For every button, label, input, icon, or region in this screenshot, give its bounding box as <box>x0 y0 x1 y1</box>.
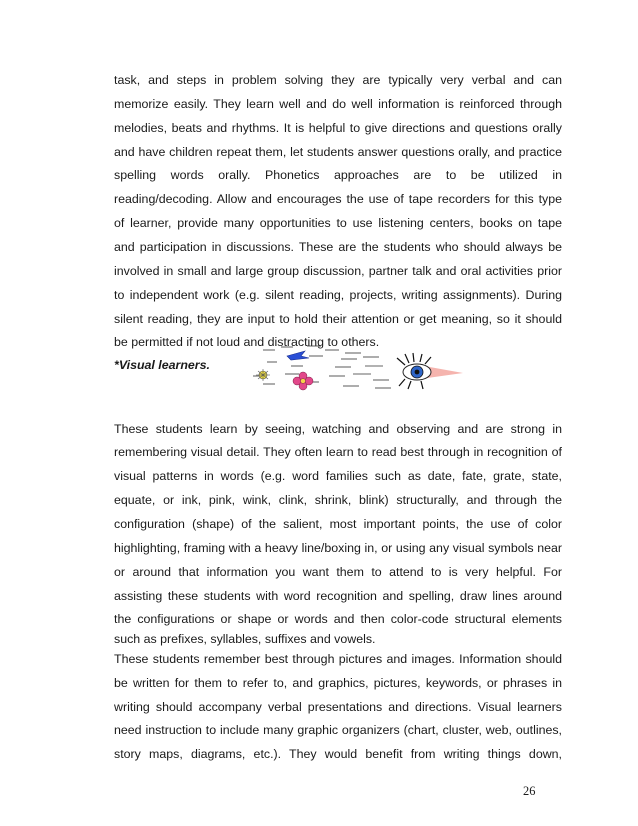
paragraph-1-line-1: task, and steps in problem solving they are typically very verbal and can <box>114 73 562 87</box>
paragraph-1-line-8: and participation in discussions. These are the students who should always be <box>114 240 562 254</box>
paragraph-2-line-1: These students learn by seeing, watching and observing and are strong in <box>114 422 562 436</box>
paragraph-3-line-2: be written for them to refer to, and graphics, pictures, keywords, or phrases in <box>114 676 562 690</box>
paragraph-1-line-3: melodies, beats and rhythms. It is helpful to give directions and questions orally <box>114 121 562 135</box>
paragraph-2-line-2: remembering visual detail. They often learn to read best through in recognition of <box>114 445 562 459</box>
eye-with-flying-shapes-clipart <box>245 336 465 398</box>
paragraph-2-line-6: highlighting, framing with a heavy line/boxing in, or using any visual symbols near <box>114 541 562 555</box>
paragraph-1-line-7: of learner, provide many opportunities to use listening centers, books on tape <box>114 216 562 230</box>
paragraph-1-line-5: spelling words orally. Phonetics approaches are to be utilized in <box>114 168 562 182</box>
paragraph-1-line-2: memorize easily. They learn well and do well information is reinforced through <box>114 97 562 111</box>
paragraph-2-line-9: the configurations or shape or words and then color-code structural elements <box>114 612 562 626</box>
section-heading: *Visual learners. <box>114 358 210 372</box>
paragraph-2-line-3: visual patterns in words (e.g. word families such as date, fate, grate, state, <box>114 469 562 483</box>
paragraph-2-line-5: configuration (shape) of the salient, most important points, the use of color <box>114 517 562 531</box>
paragraph-2-line-10: such as prefixes, syllables, suffixes and vowels. <box>114 632 376 646</box>
paragraph-1-line-11: silent reading, they are input to hold their attention or get meaning, so it should <box>114 312 562 326</box>
page-number: 26 <box>523 784 536 798</box>
paragraph-3-line-4: need instruction to include many graphic organizers (chart, cluster, web, outlines, <box>114 723 562 737</box>
paragraph-1-line-6: reading/decoding. Allow and encourages the use of tape recorders for this type <box>114 192 562 206</box>
paragraph-1-line-4: and have children repeat them, let students answer questions orally, and practice <box>114 145 562 159</box>
paragraph-1-line-9: involved in small and large group discussion, partner talk and oral activities prior <box>114 264 562 278</box>
paragraph-3-line-3: writing should accompany verbal presentations and directions. Visual learners <box>114 700 562 714</box>
paragraph-1-line-12: be permitted if not loud and distracting to others. <box>114 335 380 349</box>
paragraph-2-line-7: or around that information you want them to attend to is very helpful. For <box>114 565 562 579</box>
paragraph-3-line-5: story maps, diagrams, etc.). They would benefit from writing things down, <box>114 747 562 761</box>
paragraph-2-line-8: assisting these students with word recognition and spelling, draw lines around <box>114 589 562 603</box>
paragraph-3-line-1: These students remember best through pictures and images. Information should <box>114 652 562 666</box>
paragraph-1-line-10: to independent work (e.g. silent reading, projects, writing assignments). During <box>114 288 562 302</box>
paragraph-2-line-4: equate, or ink, pink, wink, clink, shrink, blink) structurally, and through the <box>114 493 562 507</box>
